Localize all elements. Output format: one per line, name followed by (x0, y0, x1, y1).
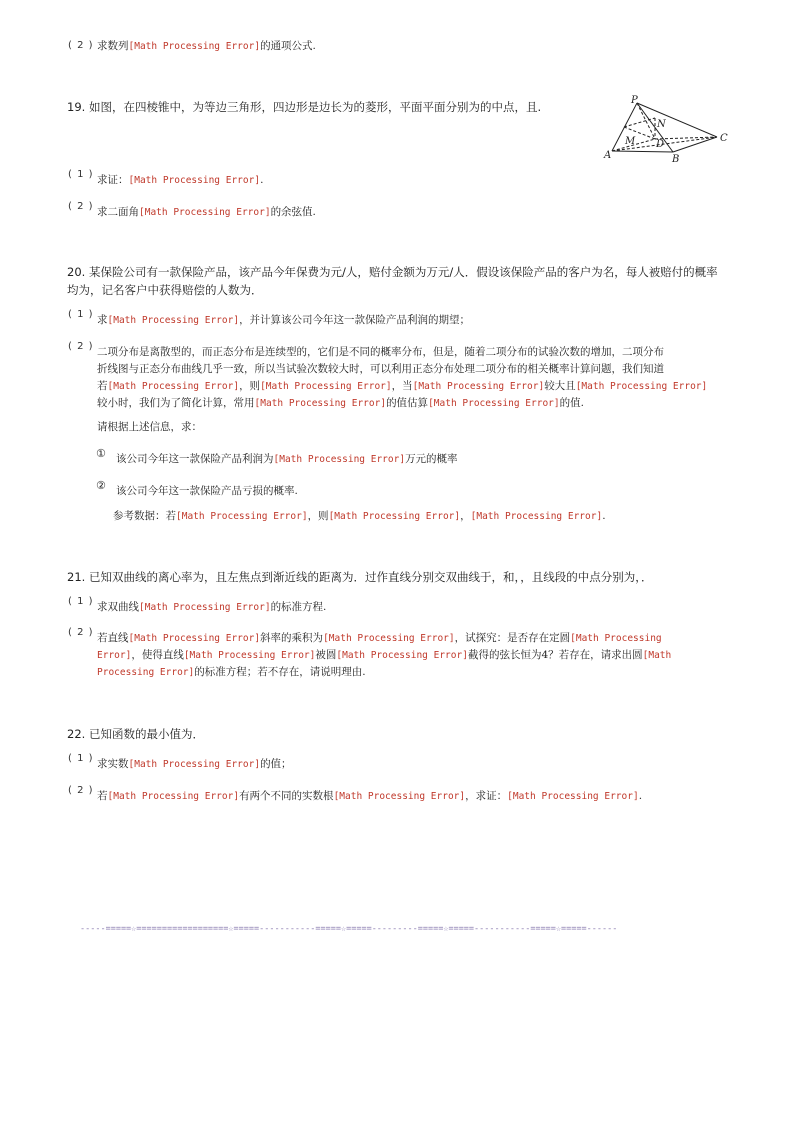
q18-sub2-post: 的通项公式. (260, 40, 316, 52)
q20-sub2-number: ( 2 ) (68, 341, 94, 352)
math-error: [Math Processing Error] (470, 511, 603, 522)
math-error: [Math Processing Error] (139, 207, 271, 218)
q21-sub1-number: ( 1 ) (68, 596, 94, 607)
text-fragment: 的值估算 (386, 397, 429, 409)
text-fragment: 若直线 (97, 632, 129, 644)
math-error-fragment: Error] (97, 650, 132, 661)
fig-label-m: M (625, 136, 636, 147)
math-error: [Math Processing Error] (254, 398, 387, 409)
math-error: [Math Processing Error] (428, 398, 560, 409)
fig-label-c: C (720, 133, 728, 144)
math-error: [Math Processing Error] (323, 633, 455, 644)
math-error-fragment: [Math (642, 650, 672, 661)
math-error: [Math Processing Error] (575, 381, 708, 392)
text-fragment: 较小时，我们为了简化计算，常用 (97, 397, 255, 409)
math-error: [Math Processing Error] (128, 175, 261, 186)
q18-sub2-text (97, 38, 316, 56)
fig-label-b: B (672, 154, 680, 165)
q20-sub1-pre: 求 (97, 314, 108, 326)
math-error-fragment: Processing Error] (97, 667, 195, 678)
q20-circled-one: ① (96, 447, 106, 460)
q21-sub2-number: ( 2 ) (68, 627, 94, 638)
text-fragment: 被圆 (315, 649, 337, 661)
math-error: [Math Processing Error] (128, 633, 261, 644)
math-error: [Math Processing Error] (412, 381, 545, 392)
math-error: [Math Processing Error] (128, 759, 261, 770)
math-error: [Math Processing Error] (176, 511, 308, 522)
q19-sub1-number: ( 1 ) (68, 169, 94, 180)
q20-sub2-ask: 请根据上述信息，求： (97, 421, 202, 433)
q19-heading: 19. 如图，在四棱锥中，为等边三角形，四边形是边长为的菱形，平面平面分别为的中点，且. (67, 100, 542, 114)
q20-heading-line2: 均为，记名客户中获得赔偿的人数为． (67, 283, 263, 297)
q19-sub1-text (97, 172, 263, 190)
text-fragment: 求双曲线 (97, 601, 139, 613)
q20-sub2-line3 (97, 378, 707, 396)
q18-sub2-number: ( 2 ) (68, 40, 94, 51)
text-fragment: 较大且 (544, 380, 576, 392)
q20-sub1-number: ( 1 ) (68, 309, 94, 320)
q21-sub2-line1 (97, 630, 662, 648)
math-error-fragment: [Math Processing (570, 633, 662, 644)
fig-label-n: N (657, 119, 666, 130)
text-fragment: . (602, 510, 606, 522)
math-error: [Math Processing Error] (107, 315, 240, 326)
q20-item2-text: 该公司今年这一款保险产品亏损的概率. (116, 485, 298, 497)
text-fragment: 万元的概率 (405, 453, 458, 465)
q20-sub1-post: ，并计算该公司今年这一款保险产品利润的期望； (239, 314, 471, 326)
math-error: [Math Processing Error] (507, 791, 639, 802)
q19-sub2-post: 的余弦值. (270, 206, 316, 218)
text-fragment: 参考数据：若 (113, 510, 176, 522)
q21-sub2-line2 (97, 647, 671, 665)
q20-sub2-line4 (97, 395, 584, 413)
text-fragment: 截得的弦长恒为4？若存在，请求出圆 (467, 649, 643, 661)
fig-label-a: A (604, 150, 612, 161)
text-fragment: 的值； (260, 758, 292, 770)
text-fragment: 若 (97, 380, 108, 392)
math-error: [Math Processing Error] (139, 602, 271, 613)
q22-sub1-text (97, 756, 292, 774)
q21-sub2-line3 (97, 664, 366, 682)
q19-pyramid-figure (600, 94, 735, 166)
text-fragment: 的值. (559, 397, 584, 409)
text-fragment: ， (460, 510, 471, 522)
q19-sub1-pre: 求证： (97, 174, 129, 186)
q19-sub2-pre: 求二面角 (97, 206, 139, 218)
text-fragment: ，则 (239, 380, 261, 392)
q20-reference-data (113, 508, 606, 526)
q22-sub2-text (97, 788, 642, 806)
text-fragment: ，当 (391, 380, 413, 392)
text-fragment: ，试探究：是否存在定圆 (454, 632, 571, 644)
q19-sub2-text (97, 204, 316, 222)
math-error: [Math Processing Error] (273, 454, 406, 465)
math-error: [Math Processing Error] (328, 511, 461, 522)
math-error: [Math Processing Error] (128, 41, 261, 52)
q19-sub2-number: ( 2 ) (68, 201, 94, 212)
q20-sub1-text (97, 312, 470, 330)
footer-separator: -----=====☆==================☆=====-----------=====☆=====---------=====☆=====-----------=====☆=====------ (80, 924, 618, 934)
q20-sub2-line2: 折线图与正态分布曲线几乎一致，所以当试验次数较大时，可以利用正态分布处理二项分布的相关概率计算问题，我们知道 (97, 363, 664, 375)
math-error: [Math Processing Error] (333, 791, 466, 802)
text-fragment: 若 (97, 790, 108, 802)
q22-sub2-number: ( 2 ) (68, 785, 94, 796)
text-fragment: 求实数 (97, 758, 129, 770)
fig-label-d: D (656, 139, 665, 150)
q19-sub1-post: . (260, 174, 264, 186)
q20-sub2-line1: 二项分布是离散型的，而正态分布是连续型的，它们是不同的概率分布，但是，随着二项分布的试验次数的增加，二项分布 (97, 346, 664, 358)
math-error: [Math Processing Error] (107, 791, 240, 802)
fig-label-p: P (631, 95, 638, 106)
text-fragment: ，则 (307, 510, 329, 522)
q22-heading: 22. 已知函数的最小值为． (67, 727, 204, 741)
math-error: [Math Processing Error] (260, 381, 392, 392)
text-fragment: 该公司今年这一款保险产品利润为 (116, 453, 274, 465)
q20-item1-text (116, 451, 458, 469)
text-fragment: 的标准方程. (270, 601, 327, 613)
q21-sub1-text (97, 599, 326, 617)
math-error: [Math Processing Error] (183, 650, 316, 661)
q22-sub1-number: ( 1 ) (68, 753, 94, 764)
q21-heading: 21. 已知双曲线的离心率为，且左焦点到渐近线的距离为．过作直线分别交双曲线于，和，，且线段的中点分别为，． (67, 570, 653, 584)
q18-sub2-pre: 求数列 (97, 40, 129, 52)
text-fragment: 的标准方程；若不存在，请说明理由. (194, 666, 366, 678)
text-fragment: 斜率的乘积为 (260, 632, 324, 644)
text-fragment: ，求证： (465, 790, 508, 802)
text-fragment: . (638, 790, 643, 802)
q20-circled-two: ② (96, 479, 106, 492)
math-error: [Math Processing Error] (107, 381, 240, 392)
text-fragment: ，使得直线 (131, 649, 184, 661)
text-fragment: 有两个不同的实数根 (239, 790, 334, 802)
math-error: [Math Processing Error] (336, 650, 468, 661)
q20-heading-line1: 20. 某保险公司有一款保险产品，该产品今年保费为元/人，赔付金额为万元/人．假设该保险产品的客户为名，每人被赔付的概率 (67, 265, 718, 279)
